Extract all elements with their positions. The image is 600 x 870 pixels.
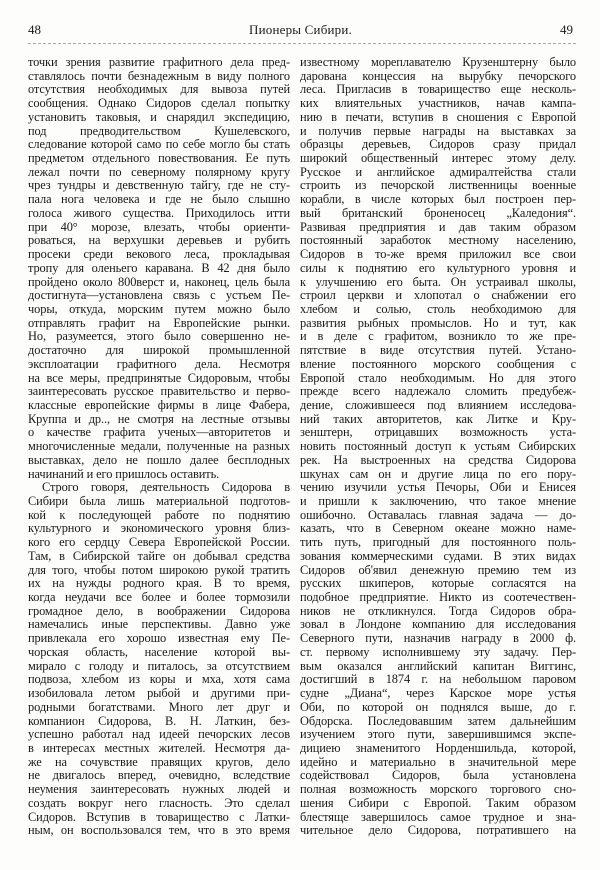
- text-line: мирало с голоду и питалось, за отсутствием: [28, 659, 290, 673]
- text-line: тропу для оленьего каравана. В 42 дня было: [28, 261, 290, 275]
- text-line: кого его сердцу Севера Европейской России.: [28, 536, 290, 550]
- text-line: чорская область, население которой вы-: [28, 645, 290, 659]
- text-line: рек. На выстроенных на средства Сидорова: [300, 453, 576, 467]
- text-line: при 40° морозе, влезать, чтобы ориенти-: [28, 220, 290, 234]
- text-line: изучением этого пути, завершившимся экспе-: [300, 728, 576, 742]
- text-line: шения Сибири с Европой. Таким образом: [300, 796, 576, 810]
- header-rule: [28, 43, 576, 44]
- text-line: постоянный заработок местному населению,: [300, 234, 576, 248]
- text-line: Там, в Сибирской тайге он добывал средства: [28, 549, 290, 563]
- text-line: новить постоянный доступ к устьям Сибирских: [300, 440, 576, 454]
- text-line: ным, он воспользовался тем, что в это время: [28, 824, 290, 838]
- text-line: Русское и английское адмиралтейства стали: [300, 165, 576, 179]
- text-line: предметом отдельного повествования. Ее путь: [28, 152, 290, 166]
- text-line: ошибочно. Оставалась главная задача — до-: [300, 508, 576, 522]
- text-line: тить путь, пригодный для постоянного поль-: [300, 536, 576, 550]
- text-line: изобиловала летом рыбой и другими при-: [28, 687, 290, 701]
- text-line: в интересах местных жителей. Несмотря да-: [28, 741, 290, 755]
- text-line: кой к последующей работе по поднятию: [28, 508, 290, 522]
- text-line: зенштерн, отрицавших возможность уста-: [300, 426, 576, 440]
- page-number-right: 49: [560, 22, 573, 37]
- text-line: блестяще завершилось самое трудное и зна-: [300, 810, 576, 824]
- text-line: ставлялось почти безнадежным в виду полного: [28, 69, 290, 83]
- text-line: сообщения. Однако Сидоров сделал попытку: [28, 97, 290, 111]
- text-line: дение, сложившееся под влиянием исследова-: [300, 398, 576, 412]
- text-line: судне „Диана“, через Карское море устья: [300, 687, 576, 701]
- text-line: пала нога человека и где не было слышно: [28, 193, 290, 207]
- text-line: родными богатствами. Много лет друг и: [28, 700, 290, 714]
- text-line: ких влиятельных участников, начав кампа-: [300, 97, 576, 111]
- text-line: их на нужды родного края. В то время,: [28, 577, 290, 591]
- text-line: хлебом и солью, столь необходимою для: [300, 302, 576, 316]
- text-line: пройдено около 800верст и, наконец, цель была: [28, 275, 290, 289]
- text-line: отсутствия необходимых для вывоза путей: [28, 83, 290, 97]
- text-line: привлекала его хорошо известная ему Пе-: [28, 632, 290, 646]
- text-line: зовал в Лондоне компанию для исследования: [300, 618, 576, 632]
- text-line: не двигалось вперед, очевидно, вследствие: [28, 769, 290, 783]
- text-line: ний таких авторитетов, как Литке и Кру-: [300, 412, 576, 426]
- text-line: дициею знаменитого Норденшильда, которой,: [300, 741, 576, 755]
- text-line: успешно работал над идеей печорских лесов: [28, 728, 290, 742]
- text-line: казать, что в Северном океане можно наме-: [300, 522, 576, 536]
- text-line: голоса живого существа. Приходилось итти: [28, 206, 290, 220]
- text-line: под предводительством Кушелевского,: [28, 124, 290, 138]
- text-line: и получив первые награды на выставках за: [300, 124, 576, 138]
- text-line: русских шкиперов, которые согласятся на: [300, 577, 576, 591]
- text-line: ст. первому исполнившему эту задачу. Пер-: [300, 645, 576, 659]
- text-line: точки зрения развитие графитного дела пред-: [28, 56, 290, 69]
- text-line: нию в печати, вступив в сношения с Европой: [300, 110, 576, 124]
- text-line: прежде всего надлежало сломить предубеж-: [300, 385, 576, 399]
- text-line: полная возможность морского торгового сно-: [300, 783, 576, 797]
- left-column: [28, 56, 290, 838]
- text-line: на все меры, предпринятые Сидоровым, чтобы: [28, 371, 290, 385]
- text-line: эксплоатации графитного дела. Несмотря: [28, 357, 290, 371]
- text-line: выставках, дело не пошло далее бесплодных: [28, 453, 290, 467]
- text-line: Строго говоря, деятельность Сидорова в: [42, 481, 290, 495]
- text-line: неумения заинтересовать нужных людей и: [28, 783, 290, 797]
- text-line: заинтересовать русское правительство и перво-: [28, 385, 290, 399]
- text-line: ников не откликнулся. Тогда Сидоров обра-: [300, 604, 576, 618]
- text-line: чению изучили устья Печоры, Оби и Енисея: [300, 481, 576, 495]
- page-number-left: 48: [28, 22, 41, 37]
- text-line: дарована концессия на вырубку печорского: [300, 69, 576, 83]
- text-line: создать вокруг него гласность. Это сделал: [28, 796, 290, 810]
- text-line: громадное дело, в воображении Сидорова: [28, 604, 290, 618]
- text-line: и в деле с графитом, возникло то же пре-: [300, 330, 576, 344]
- text-line: пятствие в виде отсутствия путей. Устано-: [300, 344, 576, 358]
- running-title: Пионеры Сибири.: [249, 22, 352, 37]
- text-line: Северного пути, назначив награду в 2000 ф.: [300, 632, 576, 646]
- text-line: подвоза, хлебом из коры и мха, хотя сама: [28, 673, 290, 687]
- text-line: культурного и экономического уровня близ-: [28, 522, 290, 536]
- text-line: строил церкви и хлопотал о снабжении его: [300, 289, 576, 303]
- text-line: и пришли к заключению, что такое мнение: [300, 495, 576, 508]
- right-column: [300, 56, 576, 838]
- text-line: образцы деревьев, Сидоров сразу придал: [300, 138, 576, 152]
- text-line: содействовал Сидоров, была установлена: [300, 769, 576, 783]
- text-line: Но, разумеется, этого было совершенно не-: [28, 330, 290, 344]
- text-line: Круппа и др.., не смотря на лестные отзывы: [28, 412, 290, 426]
- text-line: Сидоров. Вступив в товарищество с Латки-: [28, 810, 290, 824]
- text-line: Сидоров об'явил денежную премию тем из: [300, 563, 576, 577]
- text-line: достаточно для широкой промышленной: [28, 344, 290, 358]
- text-line: широкий общественный интерес этому делу.: [300, 152, 576, 166]
- text-line: Развивая предприятия и дав таким образом: [300, 220, 576, 234]
- text-line: просеки среди векового леса, прокладывая: [28, 248, 290, 262]
- text-line: леса. Пригласив в товарищество еще несколь-: [300, 83, 576, 97]
- text-line: идейно и материально в значительной мере: [300, 755, 576, 769]
- text-line: Европой стало необходимым. Но для этого: [300, 371, 576, 385]
- text-line: Сидоров в то-же время приложил все свои: [300, 248, 576, 262]
- text-line: когда неудачи все более и более тормозили: [28, 591, 290, 605]
- text-line: вый британский броненосец „Каледония“.: [300, 206, 576, 220]
- text-line: корабли, в числе которых был построен пер-: [300, 193, 576, 207]
- text-line: для того, чтобы потом широкою рукой тратить: [28, 563, 290, 577]
- text-line: начинаний и его пришлось оставить.: [28, 467, 220, 481]
- text-line: достигнута—установлена связь с устьем Пе-: [28, 289, 290, 303]
- text-line: о качестве графита ученых—авторитетов и: [28, 426, 290, 440]
- text-line: чительное дело Сидорова, потратившего на: [300, 824, 576, 838]
- text-line: строить из печорской лиственницы военные: [300, 179, 576, 193]
- text-line: вление постоянного морского сообщения с: [300, 357, 576, 371]
- text-line: установить таковыя, и снарядил экспедицию,: [28, 110, 290, 124]
- page-header: [28, 20, 573, 40]
- text-line: чрез тундры и девственную тайгу, где не сту-: [28, 179, 290, 193]
- text-line: отправлять графит на Европейские рынки.: [28, 316, 290, 330]
- text-line: силы к поднятию его культурного уровня и: [300, 261, 576, 275]
- text-line: классные европейские фирмы в лице Фабера,: [28, 398, 290, 412]
- text-line: известному мореплавателю Крузенштерну было: [300, 56, 576, 69]
- text-line: развития рыбных промыслов. Но и тут, как: [300, 316, 576, 330]
- text-line: компанион Сидорова, В. Н. Латкин, без-: [28, 714, 290, 728]
- text-line: Обдорска. Последовавшим затем дальнейшим: [300, 714, 576, 728]
- text-line: следование которой само по себе могло бы стать: [28, 138, 290, 152]
- text-line: вым оказался английский капитан Виггинс,: [300, 659, 576, 673]
- text-line: к улучшению его быта. Он устраивал школы,: [300, 275, 576, 289]
- text-line: же на сочувствие правящих кругов, дело: [28, 755, 290, 769]
- text-line: Оби, по которой он поднялся выше, до г.: [300, 700, 576, 714]
- text-line: шкунах сам он и другие лица по его пору-: [300, 467, 576, 481]
- text-line: зования коммерческими судами. В этих видах: [300, 549, 576, 563]
- text-line: лежал почти по северному полярному кругу: [28, 165, 290, 179]
- text-line: достигший в 1874 г. на небольшом паровом: [300, 673, 576, 687]
- text-line: многочисленные медали, полученные на разных: [28, 440, 290, 454]
- text-line: подобное предприятие. Никто из соотечествен-: [300, 591, 576, 605]
- text-line: чоры, откуда, морским путем можно было: [28, 302, 290, 316]
- text-line: Сибири была лишь материальной подготов-: [28, 495, 290, 508]
- text-line: намечались иные перспективы. Давно уже: [28, 618, 290, 632]
- text-line: роваться, на верхушки деревьев и рубить: [28, 234, 290, 248]
